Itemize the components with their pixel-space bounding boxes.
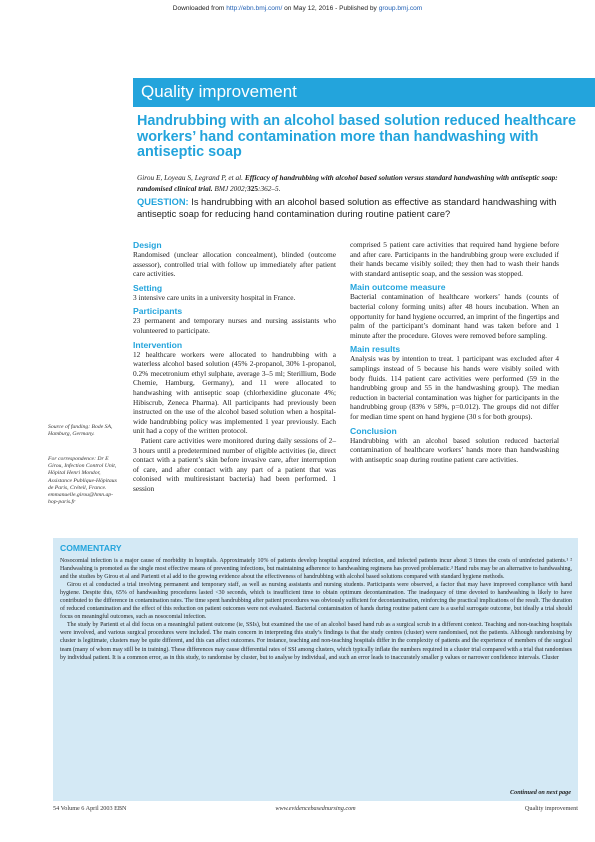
intervention-paragraph-1: 12 healthcare workers were allocated to handrubbing with a waterless alcohol based solution (45% 2-propanol, 30% 1-propanol, 0.2% mecetronium ethyl sulphate, average 3–5 ml; Sterillium, Bode Chemie, Hamburg, Germany), and 11 were allocated to handwashing with antiseptic soap (chlorhexidine gluconate 4%; Hibiscrub, Zeneca Pharma). All participants had previously been instructed on the use of the alcohol based solution when a hospital-wide handrubbing policy was implemented 1 year previously. Each unit had a copy of the written protocol. [133, 349, 336, 436]
design-heading: Design [133, 240, 162, 250]
participants-text: 23 permanent and temporary nurses and nursing assistants who volunteered to participate. [133, 316, 336, 335]
question-label: QUESTION: [137, 197, 189, 207]
commentary-heading: COMMENTARY [60, 543, 122, 553]
right-column [350, 240, 559, 464]
download-middle: on May 12, 2016 - Published by [282, 5, 379, 12]
section-band [133, 78, 595, 107]
article-title: Handrubbing with an alcohol based solution reduced healthcare workers’ hand contamination more than handwashing with antiseptic soap [137, 113, 576, 160]
conclusion-text: Handrubbing with an alcohol based solution reduced bacterial contamination of healthcare workers’ hands more than handwashing with antiseptic soap during routine patient care activities. [350, 435, 559, 464]
intervention-continued: comprised 5 patient care activities that required hand hygiene before and after care. Participants in the handrubbing group were excluded if their hands became visibly soiled; they then had to wash their hands with standard antiseptic soap, and the session was stopped. [350, 240, 559, 278]
design-text: Randomised (unclear allocation concealment), blinded (outcome assessor), controlled trial with follow up immediately after patient care activities. [133, 250, 336, 279]
citation-volume: 325 [247, 183, 259, 193]
citation-article: Efficacy of handrubbing with alcohol based solution versus standard handwashing with antiseptic soap: randomised clinical trial. [137, 173, 558, 193]
commentary-paragraph-2: Girou et al conducted a trial involving permanent and temporary staff, as well as nursing assistants and nursing students. Participants were observed, a factor that may have improved compliance with hand hygiene. Despite this, 65% of handwashing procedures lasted <30 seconds, which is insufficient time to obtain optimum decontamination. The inadequacy of time devoted to handwashing is likely to have contributed to the difference in contamination rates. The time spent handrubbing after patient procedures was obviously sufficient for decontamination, reinforcing the practical implications of the result. The duration of reduced contamination and the effect of this reduction on patient outcomes were not evaluated. Bacterial contamination of hands during routine patient care is a useful surrogate outcome, but ideally a trial should focus on meaningful outcomes, such as nosocomial infection. [60, 582, 572, 621]
footer-website: www.evidencebasednursing.com [275, 805, 356, 812]
question-text: Is handrubbing with an alcohol based solution as effective as standard handwashing with antiseptic soap for reducing hand contamination during routine patient care? [137, 197, 557, 219]
download-bar [0, 5, 595, 12]
citation-journal: BMJ 2002; [212, 183, 248, 193]
correspondence-note: For correspondence: Dr E Girou, Infection Control Unit, Hôpital Henri Mondor, Assistance Publique-Hôpitaux de Paris, Créteil, France. emmanuelle.girou@hmn.ap-hop-paris.fr [48, 456, 118, 506]
conclusion-heading: Conclusion [350, 425, 397, 436]
participants-heading: Participants [133, 306, 183, 317]
commentary-paragraph-3: The study by Parienti et al did focus on a meaningful patient outcome (ie, SSIs), but examined the use of an alcohol based hand rub as a surgical scrub in a different context. Teaching and non-teaching hospitals were involved, and various surgical procedures were included. The main concern in interpreting this study’s findings is that the study centres (cluster) were randomised, not the patients. Although randomising by cluster is legitimate, clusters may be quite different, and this can affect outcomes. For instance, teaching and non-teaching hospitals differ in the complexity of patients and the experience of members of the surgical team (many of whom may still be in training). These differences may cause differential rates of SSI among clusters, which typically inflate the numbers required in a cluster trial compared with a trial that randomises by individual patient. It is a common error, as in this study, to randomise by cluster, but to analyse by individual, and such an error leads to inaccurately smaller p values or narrower confidence intervals. Cluster [60, 622, 572, 661]
outcome-heading: Main outcome measure [350, 282, 446, 293]
source-link[interactable]: http://ebn.bmj.com/ [226, 5, 283, 12]
intervention-paragraph-2: Patient care activities were monitored during daily sessions of 2–3 hours until a predetermined number of eligible activities (ie, direct contact with a patient’s skin before invasive care, after interruption of care, and after contact with any part of a patient that was colonised with multiresistant bacteria) had been performed. 1 session [133, 435, 336, 493]
footer-issue: 54 Volume 6 April 2003 EBN [53, 805, 127, 812]
results-heading: Main results [350, 344, 401, 355]
intervention-heading: Intervention [133, 339, 183, 350]
results-text: Analysis was by intention to treat. 1 participant was excluded after 4 samplings instead of 5 because his hands were visibly soiled with body fluids. 114 patient care activities were performed (59 in the handrubbing group and 55 in the handwashing group). The median reduction in bacterial contamination was higher for participants in the handrubbing group (83% v 58%, p=0.012). The groups did not differ for median time spent on hand hygiene (30 s for both groups). [350, 354, 559, 421]
citation-authors: Girou E, Loyeau S, Legrand P, et al. [137, 173, 245, 182]
continued-note: Continued on next page [509, 789, 571, 796]
funding-note: Source of funding: Bode SA, Hamburg, Germany. [48, 424, 113, 438]
citation-pages: :362–5. [258, 183, 281, 193]
download-prefix: Downloaded from [172, 5, 227, 12]
section-label: Quality improvement [141, 82, 297, 101]
commentary-box [53, 538, 578, 801]
setting-heading: Setting [133, 282, 163, 293]
setting-text: 3 intensive care units in a university hospital in France. [133, 292, 296, 302]
commentary-paragraph-1: Nosocomial infection is a major cause of morbidity in hospitals. Approximately 10% of patients develop hospital acquired infection, and infected patients incur about 3 times the costs of uninfected patients.¹ ² Handwashing is promoted as the single most effective means of preventing infections, but maintaining adherence to handwashing regimens has proved problematic.³ Hand rubs may be an alternative to handwashing, and the studies by Girou et al and Parienti et al add to the growing evidence about the effectiveness of handrubbing with alcohol based solutions compared with standard hygiene methods. [60, 558, 572, 581]
question [137, 196, 583, 220]
publisher-link[interactable]: group.bmj.com [378, 5, 423, 12]
outcome-text: Bacterial contamination of healthcare workers’ hands (counts of bacterial colony forming units) after 48 hours incubation. When an opportunity for hand hygiene occurred, an imprint of the fingertips and palm of the participant’s dominant hand was taken before and 1 minute after the procedure. Gloves were removed before sampling. [350, 292, 559, 340]
footer-section: Quality improvement [524, 805, 578, 812]
left-column [133, 240, 336, 493]
citation [137, 173, 577, 194]
